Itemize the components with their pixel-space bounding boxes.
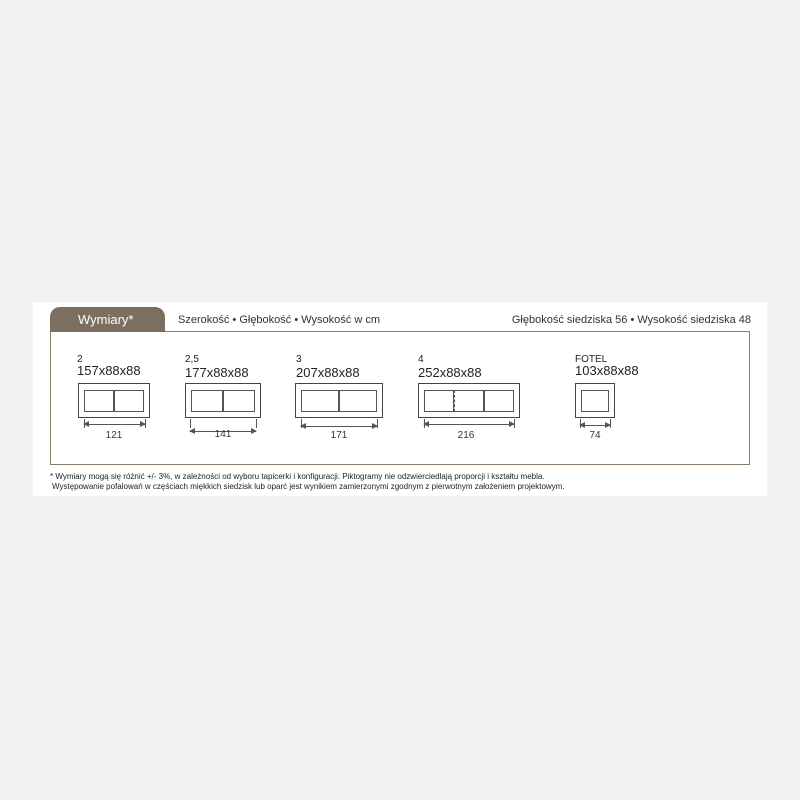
measure-line <box>580 425 610 426</box>
measure-value: 171 <box>330 430 348 441</box>
dimensions-frame <box>50 331 750 465</box>
measure-tick <box>256 419 257 428</box>
product-code: 4 <box>418 354 424 365</box>
measure-value: 141 <box>214 429 232 440</box>
seat-cushion <box>223 390 255 412</box>
footnote-line-1: * Wymiary mogą się różnić +/- 3%, w zależności od wyboru tapicerki i konfiguracji. Piktogramy nie odzwierciedlają proporcji i kształtu mebla. <box>50 472 545 481</box>
seat-cushion <box>581 390 609 412</box>
seat-info-caption: Głębokość siedziska 56 • Wysokość siedziska 48 <box>511 314 751 326</box>
seat-cushion <box>424 390 454 412</box>
sofa-pictogram <box>78 383 150 418</box>
measure-line <box>84 424 145 425</box>
product-code: 3 <box>296 354 302 365</box>
measure-value: 216 <box>457 430 475 441</box>
product-dimensions: 252x88x88 <box>418 365 482 380</box>
units-caption: Szerokość • Głębokość • Wysokość w cm <box>178 314 380 326</box>
seat-cushion <box>114 390 144 412</box>
product-dimensions: 207x88x88 <box>296 365 360 380</box>
seat-cushion <box>454 390 484 412</box>
footnote-line-2: Występowanie pofalowań w częściach miękkich siedzisk lub oparć jest wynikiem zamierzonymi zgodnym z pierwotnym założeniem projektowym. <box>52 482 565 491</box>
product-dimensions: 157x88x88 <box>77 363 141 378</box>
sofa-pictogram <box>418 383 520 418</box>
product-code: FOTEL <box>575 354 608 365</box>
product-dimensions: 177x88x88 <box>185 365 249 380</box>
seat-cushion <box>84 390 114 412</box>
product-dimensions: 103x88x88 <box>575 363 639 378</box>
measure-line <box>424 424 514 425</box>
measure-value: 121 <box>105 430 123 441</box>
measure-tick <box>190 419 191 428</box>
dimensions-tab: Wymiary* <box>50 307 165 332</box>
seat-cushion <box>484 390 514 412</box>
seat-cushion <box>191 390 223 412</box>
armchair-pictogram <box>575 383 615 418</box>
seat-cushion <box>301 390 339 412</box>
measure-line <box>301 426 377 427</box>
seat-cushion <box>339 390 377 412</box>
sofa-pictogram <box>185 383 261 418</box>
product-code: 2,5 <box>185 354 199 365</box>
product-code: 2 <box>77 354 83 365</box>
sofa-pictogram <box>295 383 383 418</box>
measure-value: 74 <box>589 430 601 441</box>
